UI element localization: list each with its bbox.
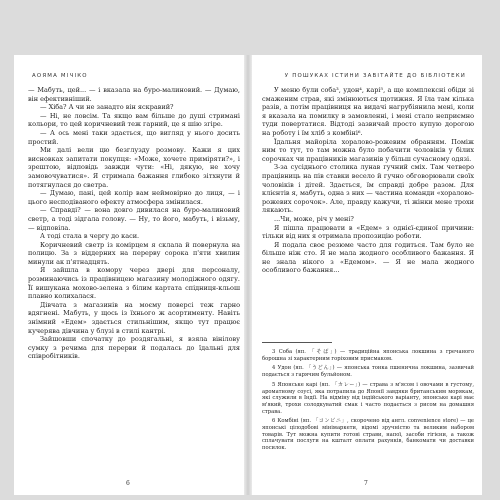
footnote: 6 Комбіні (яп. 「コンビニ」, скорочено від англ. convenience store) — це японські цілодобові мінімаркети, відомі зручністю та великим набором товарів. Тут можна купити готові страви, напої, засоби гігієни, а також сплачувати послуги на кшталт оплати рахунків, банкомати чи доставки посилок. [262,418,474,452]
paragraph: А тоді стала в чергу до каси. [40,232,140,241]
footnote-divider [262,342,332,343]
right-page [252,55,482,495]
left-page [14,55,244,495]
paragraph: З-за сусіднього столика лунав гучний сміх. Там четверо працівниць на пів ставки весело й гучно обговорювали своїх чоловіків і дітей. Здається, їм справді добре разом. Для клієнтів я, мабуть, одна з них — частина команди «хоралово-рожевих сорочок». Але, правду кажучи, ті жінки мене трохи лякають. [262,163,474,215]
paragraph: Я пішла працювати в «Едем» з однієї-єдиної причини: тільки від них я отримала пропозицію роботи. [262,223,474,241]
paragraph: — Справді? — вона довго дивилася на буро-малиновий светр, а тоді зідгала голову. — Ну, то його, мабуть, і візьму, — відповіла. [28,206,240,232]
paragraph: Коричневий светр із комірцем я склала й повернула на полицю. За з віддерних на перерву сорока п'яти хвилин минули ак п'ятнадцять. [28,240,240,266]
running-header-author: АОЯМА МІЧІКО [32,73,88,79]
paragraph: Їдальня майоріла хоралово-рожевим обранням. Поміж ним то тут, то там можна було побачити чоловіків у білих сорочках чи працівників магазинів у більш сучасному одязі. [262,137,474,163]
paragraph: — Думаю, пані, цей колір вам неймовірно до лиця, — і цього несподіваного ефекту атмосфера змінилася. [28,189,240,206]
book-gutter [244,55,252,495]
paragraph: Дівчата з магазинів на моєму поверсі теж гарно вдягнені. Мабуть, у щось із їхнього ж асортименту. Навіть знімний «Едем» здається стильнішим, якщо тут працює кучерява дівчина у блузі в стилі кантрі. [28,300,240,335]
paragraph: Я зайшла в комору через двері для персоналу, розминаючись із працівницею магазину молодіжного одягу. Її вишукана мохово-зелена з білим картата спідниця-кльош плавно колихалася. [28,266,240,301]
paragraph: — Мабуть, цей... — і вказала на буро-малиновий. — Думаю, він ефективніший. [28,86,240,103]
paragraph: ...Чи, може, річ у мені? [274,214,354,223]
paragraph: Ми далі вели цю безглузду розмову. Кажи я цих висновках запитати покупця: «Може, хочете приміряти?», і зрештою, відповідь завжди чути: «Ні, дякую, не хочу замовочуватися». Я стримала бажання глибоко зітхнути й потягнулася до светра. [28,146,240,189]
paragraph: Зайшовши спочатку до роздягальні, я взяла вінілову сумку з речима для перерви й подалась до їдальні для співробітників. [28,335,240,361]
paragraph: Я подала своє резюме часто для годиться. Там було не більше ніж сто. Я не мала жодного особливого бажання. Я не знала нікого з «Едемом». — Я не мала жодного особливого бажання... [262,240,474,275]
footnote: 5 Японське карі (яп. 「カレー」) — страва з м'ясом і овочами в густому, ароматному соусі, яка потрапила до Японії завдяки британським морякам, які служили в Індії. На відміну від індійського варіанту, японське карі має м'який, трохи солодкуватий смак і часто подається з рисом на домашня страва. [262,381,474,415]
paragraph: У меню були соба³, удон⁴, карі⁵, а ще комплексні обіди зі смаженим страв, які змінюються щотижня. Я їла там кілька разів, а потім працівниця на видачі нагрубіянила мені, коли я вказала на помилку в замовленні, і мені стало неприємно туди повертатися. Відтоді зазвичай просто купую дорогою на роботу і їм хліб з комбіні⁶. [262,86,474,137]
paragraph: — Хіба? А чи не занадто він яскравий? [40,103,174,112]
page-number: 7 [364,480,368,487]
footnote: 4 Удон (яп. 「うどん」) — японська тонка пшенична локшина, зазвичай подається з гарячим бульйоном. [262,365,474,379]
paragraph: — А ось мені таки здається, що вигляд у нього досить простий. [28,128,240,146]
running-header-title: У ПОШУКАХ ІСТИНИ ЗАВІТАЙТЕ ДО БІБЛІОТЕКИ [284,73,466,79]
footnote: 3 Соба (яп. 「そば」) — традиційна японська локшина з гречаного борошна зі характерним горіховим присмаком. [262,349,474,362]
left-page-body [28,86,240,361]
paragraph: — Ні, не ловсім. Та якщо вам більше до душі стримані кольори, то цей коричневий теж гарний, це я шію згіре. [28,111,240,129]
right-page-body [262,86,474,275]
footnotes [262,342,474,455]
page-number: 6 [126,480,130,487]
